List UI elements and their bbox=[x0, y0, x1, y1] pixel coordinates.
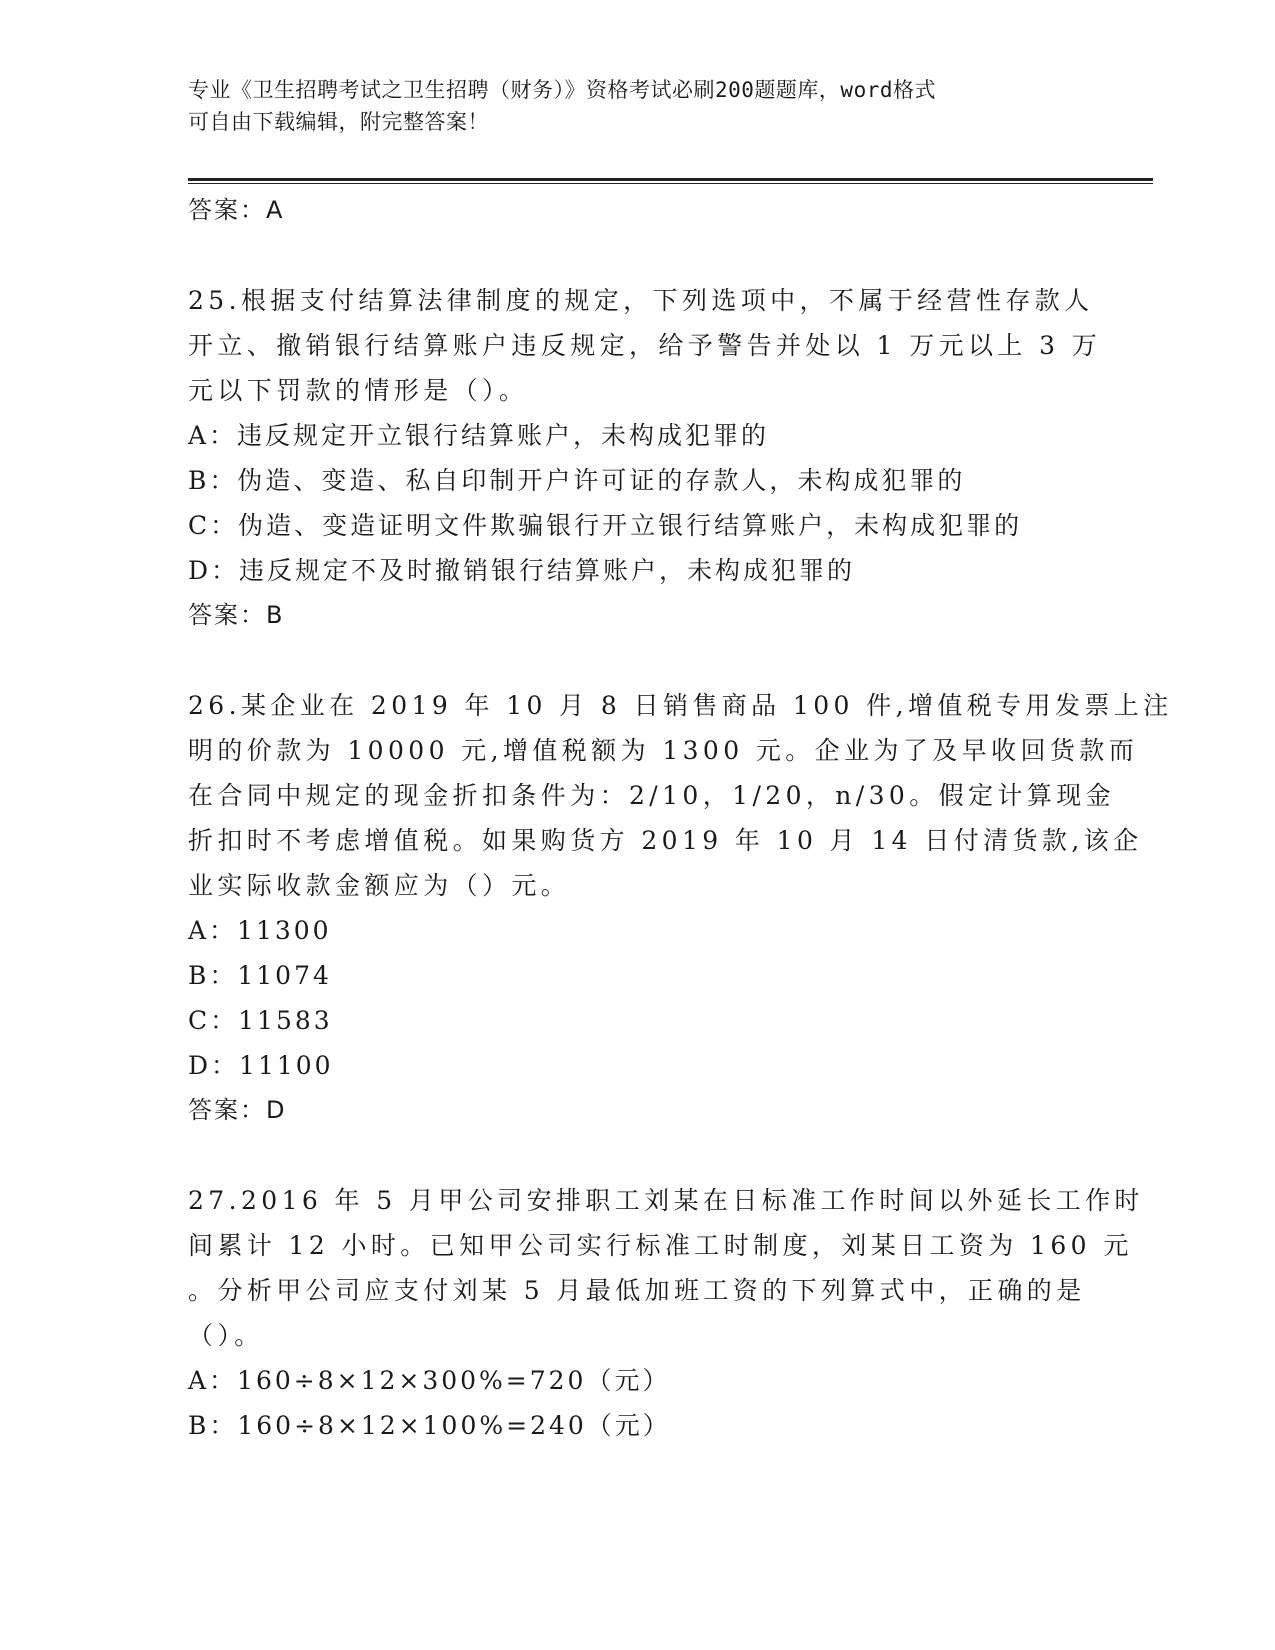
answer-line: 答案：B bbox=[188, 601, 285, 629]
document-body bbox=[188, 188, 1173, 1448]
option-c: C：11583 bbox=[188, 1006, 333, 1035]
question-text-line: 25.根据支付结算法律制度的规定，下列选项中，不属于经营性存款人 bbox=[188, 286, 1094, 315]
header-title-line-1: 专业《卫生招聘考试之卫生招聘（财务）》资格考试必刷200题题库，word格式 bbox=[188, 78, 936, 102]
header-title-line-2: 可自由下载编辑，附完整答案！ bbox=[188, 110, 489, 134]
header-divider bbox=[188, 178, 1153, 184]
option-b: B：11074 bbox=[188, 961, 332, 990]
question-text-line: 26.某企业在 2019 年 10 月 8 日销售商品 100 件,增值税专用发票上注 bbox=[188, 691, 1173, 720]
question-text-line: 在合同中规定的现金折扣条件为：2/10，1/20，n/30。假定计算现金 bbox=[188, 781, 1116, 810]
question-26 bbox=[188, 683, 1173, 1133]
question-text-line: 明的价款为 10000 元,增值税额为 1300 元。企业为了及早收回货款而 bbox=[188, 736, 1139, 765]
option-b: B：伪造、变造、私自印制开户许可证的存款人，未构成犯罪的 bbox=[188, 466, 966, 495]
question-text-line: 间累计 12 小时。已知甲公司实行标准工时制度，刘某日工资为 160 元 bbox=[188, 1231, 1133, 1260]
option-d: D：违反规定不及时撤销银行结算账户，未构成犯罪的 bbox=[188, 556, 856, 585]
option-a: A：违反规定开立银行结算账户，未构成犯罪的 bbox=[188, 421, 770, 450]
page-header bbox=[188, 74, 1068, 138]
question-text-line: 折扣时不考虑增值税。如果购货方 2019 年 10 月 14 日付清货款,该企 bbox=[188, 826, 1143, 855]
option-b: B：160÷8×12×100%=240（元） bbox=[188, 1411, 671, 1440]
question-27 bbox=[188, 1178, 1144, 1448]
question-text-line: 27.2016 年 5 月甲公司安排职工刘某在日标准工作时间以外延长工作时 bbox=[188, 1186, 1144, 1215]
question-text-line: （）。 bbox=[188, 1321, 264, 1350]
question-text-line: 元以下罚款的情形是（）。 bbox=[188, 376, 529, 405]
option-d: D：11100 bbox=[188, 1051, 334, 1080]
option-a: A：11300 bbox=[188, 916, 332, 945]
question-25 bbox=[188, 278, 1102, 638]
question-text-line: 。分析甲公司应支付刘某 5 月最低加班工资的下列算式中，正确的是 bbox=[188, 1276, 1086, 1305]
answer-line: 答案：A bbox=[188, 196, 285, 224]
option-a: A：160÷8×12×300%=720（元） bbox=[188, 1366, 671, 1395]
option-c: C：伪造、变造证明文件欺骗银行开立银行结算账户，未构成犯罪的 bbox=[188, 511, 1023, 540]
question-text-line: 开立、撤销银行结算账户违反规定，给予警告并处以 1 万元以上 3 万 bbox=[188, 331, 1102, 360]
answer-line: 答案：D bbox=[188, 1096, 287, 1124]
question-text-line: 业实际收款金额应为（）元。 bbox=[188, 871, 571, 900]
